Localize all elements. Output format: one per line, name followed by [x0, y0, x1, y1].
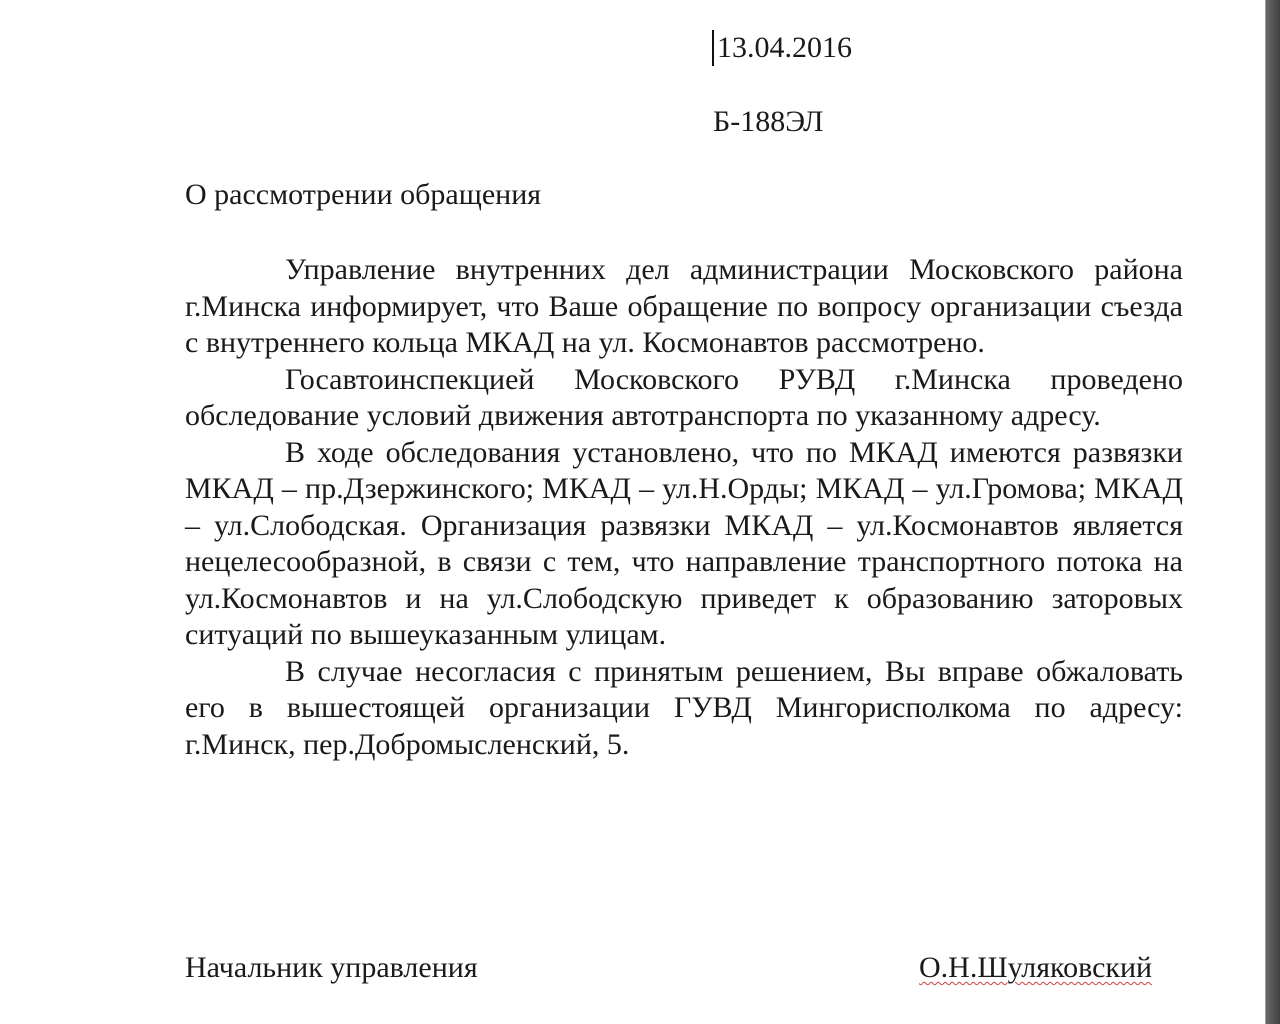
- document-body: [185, 252, 1183, 763]
- body-paragraph-1: Управление внутренних дел администрации Московского района г.Минска информирует, что Ваше обращение по вопросу организации съезда с внутреннего кольца МКАД на ул. Космонавтов рассмотрено.: [185, 253, 1183, 359]
- body-paragraph-3: В ходе обследования установлено, что по МКАД имеются развязки МКАД – пр.Дзержинского; МКАД – ул.Н.Орды; МКАД – ул.Громова; МКАД – ул.Слободская. Организация развязки МКАД – ул.Космонавтов является нецелесообразной, в связи с тем, что направление транспортного потока на ул.Космонавтов и на ул.Слободскую приведет к образованию заторовых ситуаций по вышеуказанным улицам.: [185, 435, 1183, 651]
- document-date: 13.04.2016: [717, 31, 852, 64]
- document-subject: О рассмотрении обращения: [185, 178, 542, 211]
- text-cursor: [712, 30, 714, 66]
- body-paragraph-2: Госавтоинспекцией Московского РУВД г.Минска проведено обследование условий движения автотранспорта по указанному адресу.: [185, 362, 1183, 432]
- window-edge: [1266, 0, 1280, 1024]
- document-reference-number: Б-188ЭЛ: [713, 105, 824, 138]
- body-paragraph-4: В случае несогласия с принятым решением, Вы вправе обжаловать его в вышестоящей организации ГУВД Мингорисполкома по адресу: г.Минск, пер.Добромысленский, 5.: [185, 654, 1183, 761]
- signature-name: О.Н.Шуляковский: [919, 951, 1153, 984]
- signature-title: Начальник управления: [185, 951, 478, 984]
